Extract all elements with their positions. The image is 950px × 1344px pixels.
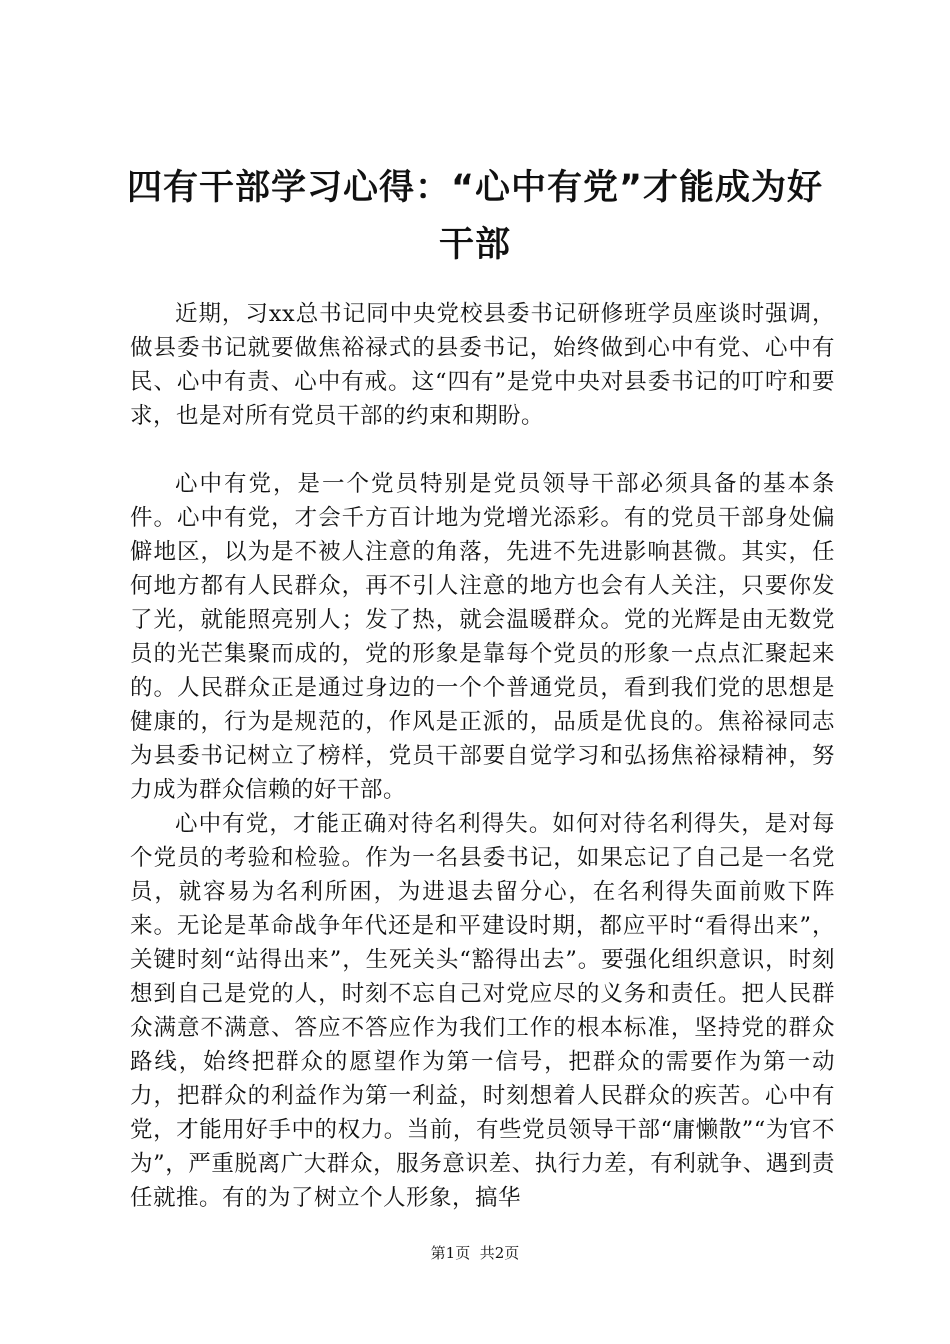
paragraph: 近期，习xx总书记同中央党校县委书记研修班学员座谈时强调，做县委书记就要做焦裕禄式的县委书记，始终做到心中有党、心中有民、心中有责、心中有戒。这“四有”是党中央对县委书记的叮咛和要求，也是对所有党员干部的约束和期盼。 [130, 301, 835, 429]
paragraph: 心中有党，是一个党员特别是党员领导干部必须具备的基本条件。心中有党，才会千方百计地为党增光添彩。有的党员干部身处偏僻地区，以为是不被人注意的角落，先进不先进影响甚微。其实，任何地方都有人民群众，再不引人注意的地方也会有人关注，只要你发了光，就能照亮别人；发了热，就会温暖群众。党的光辉是由无数党员的光芒集聚而成的，党的形象是靠每个党员的形象一点点汇聚起来的。人民群众正是通过身边的一个个普通党员，看到我们党的思想是健康的，行为是规范的，作风是正派的，品质是优良的。焦裕禄同志为县委书记树立了榜样，党员干部要自觉学习和弘扬焦裕禄精神，努力成为群众信赖的好干部。 [130, 471, 835, 803]
paragraph: 心中有党，才能正确对待名利得失。如何对待名利得失，是对每个党员的考验和检验。作为一名县委书记，如果忘记了自己是一名党员，就容易为名利所困，为进退去留分心，在名利得失面前败下阵来。无论是革命战争年代还是和平建设时期，都应平时“看得出来”，关键时刻“站得出来”，生死关头“豁得出去”。要强化组织意识，时刻想到自己是党的人，时刻不忘自己对党应尽的义务和责任。把人民群众满意不满意、答应不答应作为我们工作的根本标准，坚持党的群众路线，始终把群众的愿望作为第一信号，把群众的需要作为第一动力，把群众的利益作为第一利益，时刻想着人民群众的疾苦。心中有党，才能用好手中的权力。当前，有些党员领导干部“庸懒散”“为官不为”，严重脱离广大群众，服务意识差、执行力差，有利就争、遇到责任就推。有的为了树立个人形象，搞华 [130, 811, 835, 1211]
document-title: 四有干部学习心得：“心中有党”才能成为好干部 [126, 168, 823, 265]
page-number: 第1页 [430, 1244, 471, 1262]
page-footer [0, 1243, 950, 1263]
paragraph-gap [130, 433, 835, 467]
document-body [130, 297, 835, 1215]
page-total: 共2页 [479, 1244, 520, 1262]
footer-separator [470, 1244, 480, 1262]
